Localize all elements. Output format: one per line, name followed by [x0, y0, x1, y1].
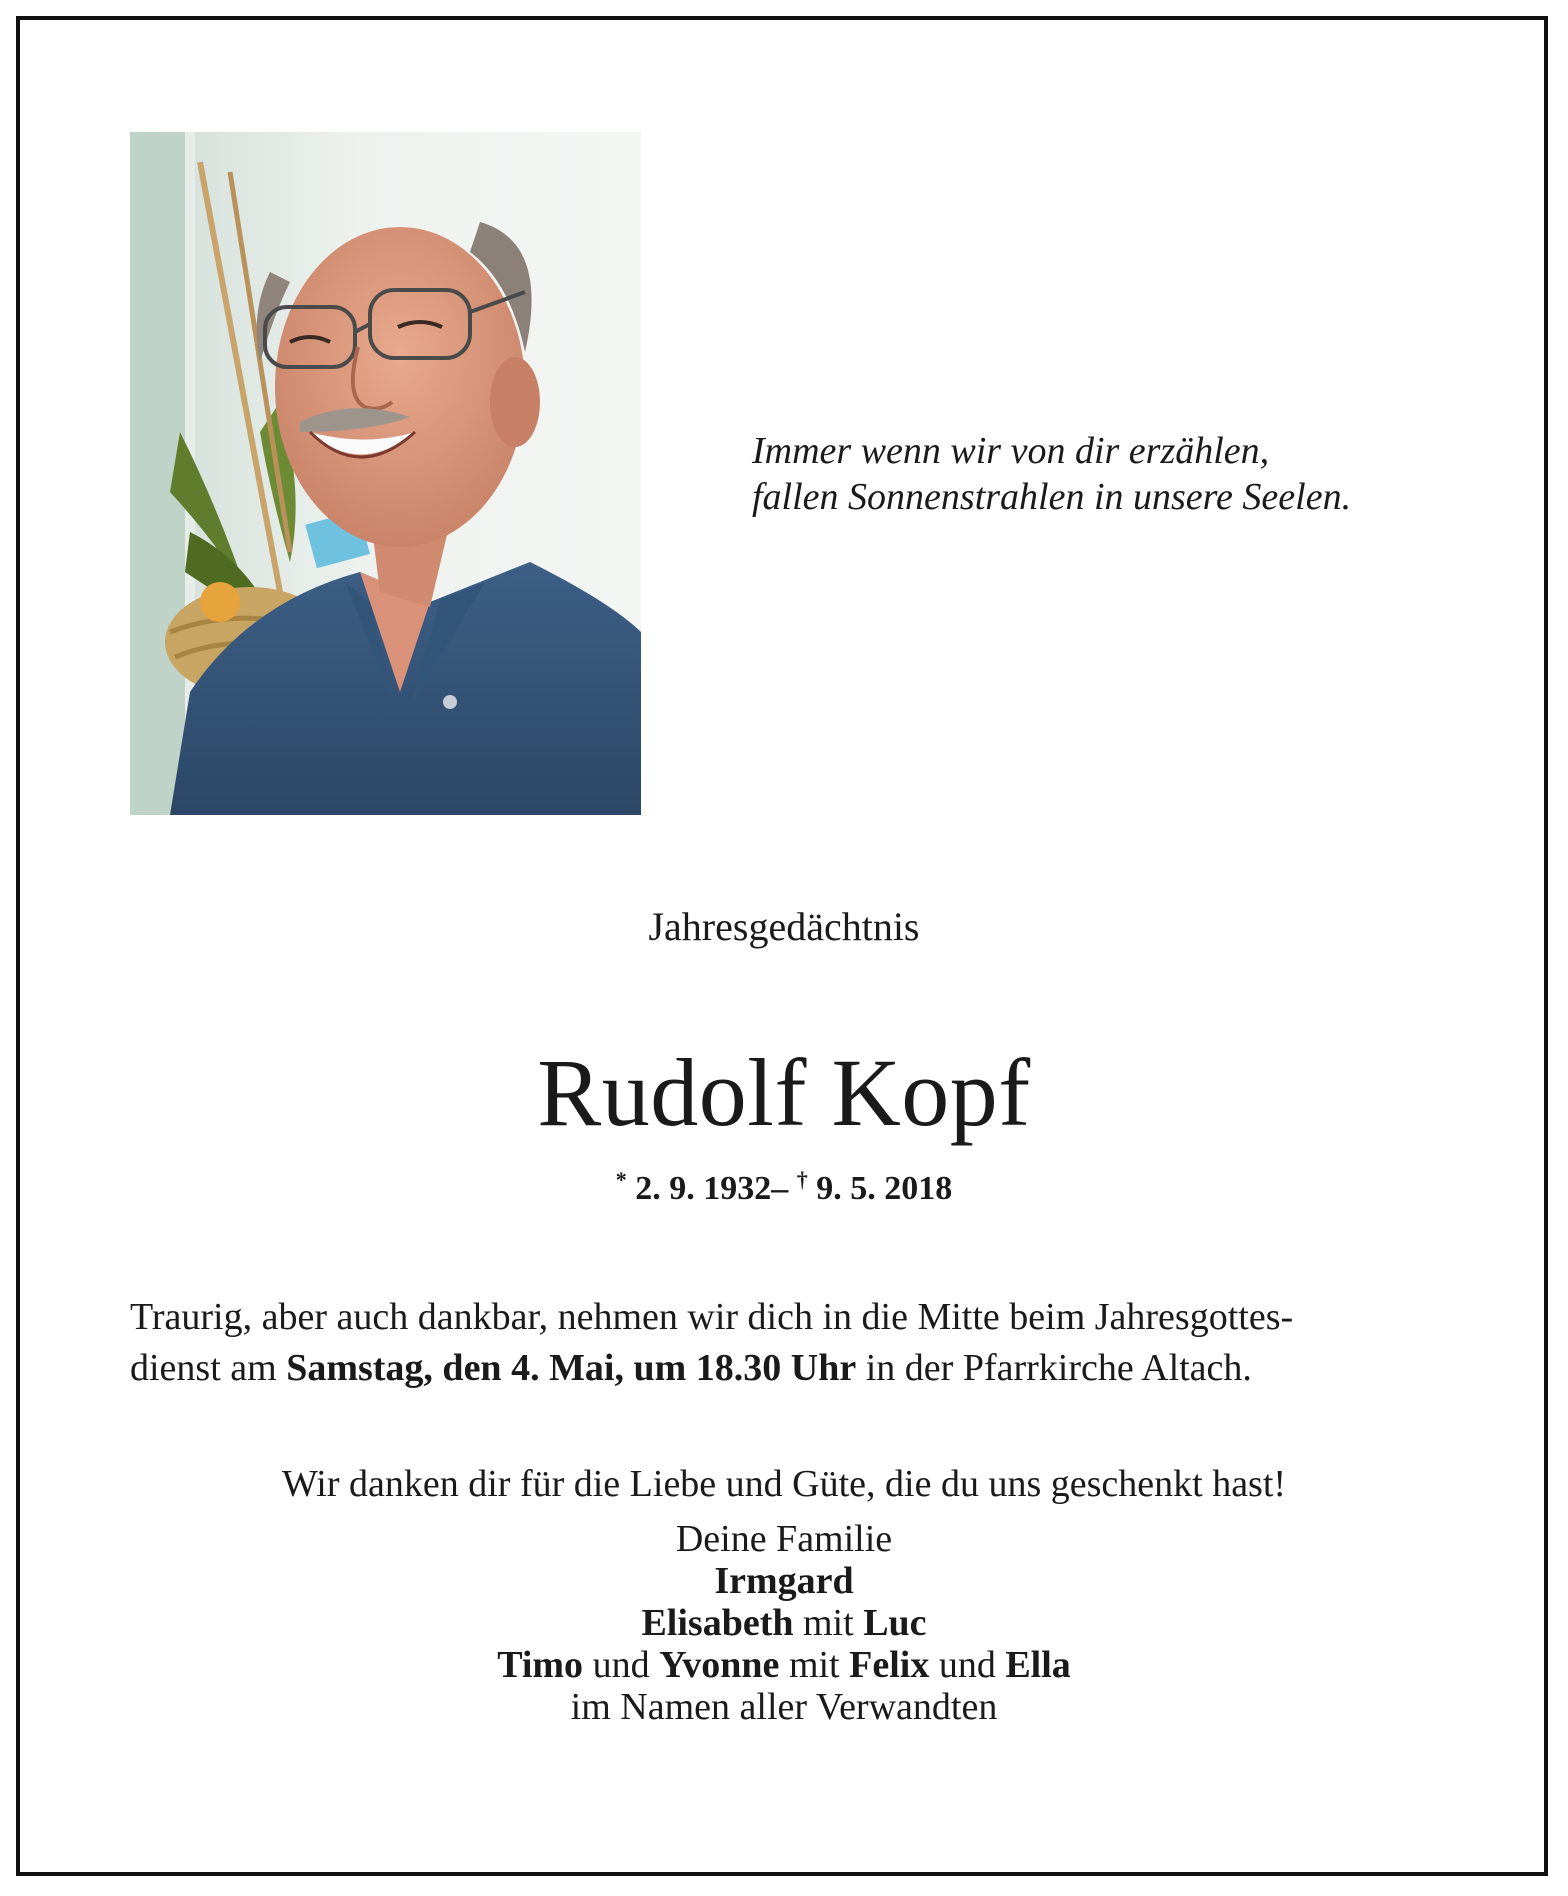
service-line-2 [130, 1343, 1460, 1394]
signature-connector: und [929, 1644, 1006, 1686]
service-line-1: Traurig, aber auch dankbar, nehmen wir dich in die Mitte beim Jahresgottes- [130, 1296, 1294, 1338]
service-location: in der Pfarrkirche Altach. [856, 1347, 1252, 1389]
signature-intro: Deine Familie [675, 1518, 893, 1560]
quote-line-1: Immer wenn wir von dir erzählen, [752, 430, 1270, 472]
signature-connector: mit [793, 1602, 864, 1644]
signature-name-elisabeth: Elisabeth [641, 1602, 794, 1644]
service-line-2-prefix: dienst am [130, 1347, 287, 1389]
signature-name-yvonne: Yvonne [659, 1644, 780, 1686]
signature-name-irmgard: Irmgard [714, 1560, 854, 1602]
life-dates [0, 1168, 1568, 1210]
signature-connector: und [583, 1644, 660, 1686]
birth-date: 2. 9. 1932 [635, 1170, 772, 1207]
service-date-time: Samstag, den 4. Mai, um 18.30 Uhr [286, 1347, 857, 1389]
death-date: 9. 5. 2018 [816, 1170, 953, 1207]
heading: Jahresgedächtnis [648, 904, 920, 949]
date-separator: – [771, 1170, 789, 1207]
quote-line-2: fallen Sonnenstrahlen in unsere Seelen. [752, 476, 1352, 518]
portrait-photo [130, 132, 641, 815]
death-symbol: † [796, 1167, 808, 1192]
signature-name-felix: Felix [849, 1644, 930, 1686]
signature-name-ella: Ella [1005, 1644, 1071, 1686]
birth-symbol: * [615, 1167, 627, 1192]
service-announcement [130, 1292, 1460, 1394]
signature-closing: im Namen aller Verwandten [570, 1686, 998, 1728]
signature-name-luc: Luc [863, 1602, 927, 1644]
signature-name-timo: Timo [497, 1644, 584, 1686]
signature-connector: mit [779, 1644, 850, 1686]
signature-line-elisabeth [0, 1602, 1568, 1644]
quote [752, 428, 1452, 520]
signature-line-timo [0, 1644, 1568, 1686]
thanks-text: Wir danken dir für die Liebe und Güte, die du uns geschenkt hast! [281, 1463, 1287, 1505]
deceased-name: Rudolf Kopf [537, 1039, 1031, 1146]
